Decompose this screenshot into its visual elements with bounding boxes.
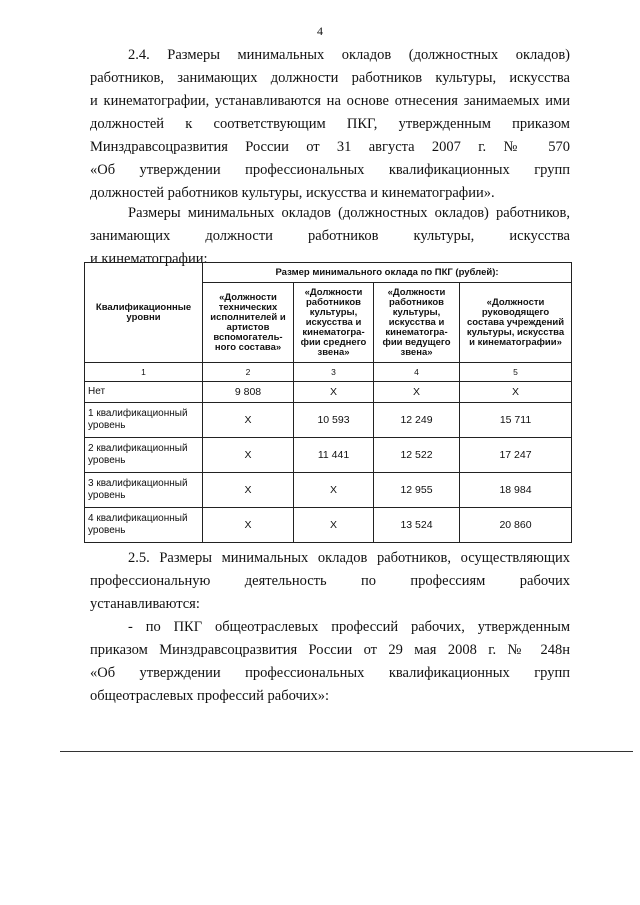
value-cell: 9 808 xyxy=(203,382,294,403)
text-line: работников, занимающих должности работников культуры, искусства xyxy=(90,70,570,86)
level-cell: 2 квалификационный уровень xyxy=(85,438,203,473)
text-line: общеотраслевых профессий рабочих»: xyxy=(90,688,330,704)
level-cell: Нет xyxy=(85,382,203,403)
text-line: Минздравсоцразвития России от 31 августа 2007 г. № 570 xyxy=(90,139,570,155)
value-cell: Х xyxy=(203,438,294,473)
table-row xyxy=(85,508,572,543)
value-cell: Х xyxy=(294,473,374,508)
value-cell: 13 524 xyxy=(374,508,460,543)
footer-rule xyxy=(60,751,633,752)
value-cell: Х xyxy=(203,508,294,543)
text-line: и кинематографии: xyxy=(90,251,208,267)
value-cell: 15 711 xyxy=(460,403,572,438)
table-row xyxy=(85,382,572,403)
text-line: должностей к соответствующим ПКГ, утвержденным приказом xyxy=(90,116,570,132)
value-cell: 10 593 xyxy=(294,403,374,438)
page-number: 4 xyxy=(317,24,323,38)
text-line: 2.4. Размеры минимальных окладов (должностных окладов) xyxy=(128,47,570,63)
value-cell: 12 522 xyxy=(374,438,460,473)
col-header: «Должности работников культуры, искусства и кинематогра-фии ведущего звена» xyxy=(374,283,460,363)
value-cell: Х xyxy=(203,473,294,508)
text-line: занимающих должности работников культуры, искусства xyxy=(90,228,570,244)
text-line: - по ПКГ общеотраслевых профессий рабочих, утвержденным xyxy=(128,619,570,635)
table-row xyxy=(85,403,572,438)
col-number: 1 xyxy=(85,363,203,382)
level-cell: 1 квалификационный уровень xyxy=(85,403,203,438)
value-cell: Х xyxy=(374,382,460,403)
level-cell: 4 квалификационный уровень xyxy=(85,508,203,543)
col-header: «Должности руководящего состава учреждений культуры, искусства и кинематографии» xyxy=(460,283,572,363)
text-line: 2.5. Размеры минимальных окладов работников, осуществляющих xyxy=(128,550,570,566)
value-cell: 12 955 xyxy=(374,473,460,508)
value-cell: 17 247 xyxy=(460,438,572,473)
table-row xyxy=(85,473,572,508)
salary-table xyxy=(84,262,572,543)
col-header: «Должности работников культуры, искусства и кинематогра-фии среднего звена» xyxy=(294,283,374,363)
text-line: профессиональную деятельность по профессиям рабочих xyxy=(90,573,570,589)
table-row xyxy=(85,438,572,473)
col-number: 2 xyxy=(203,363,294,382)
col-header: «Должности технических исполнителей и артистов вспомогатель-ного состава» xyxy=(203,283,294,363)
text-line: и кинематографии, устанавливаются на основе отнесения занимаемых ими xyxy=(90,93,570,109)
level-header: Квалификационные уровни xyxy=(85,263,203,363)
text-line: должностей работников культуры, искусства и кинематографии». xyxy=(90,185,495,201)
value-cell: Х xyxy=(294,382,374,403)
value-cell: 11 441 xyxy=(294,438,374,473)
text-line: устанавливаются: xyxy=(90,596,200,612)
value-cell: 18 984 xyxy=(460,473,572,508)
value-cell: Х xyxy=(460,382,572,403)
level-cell: 3 квалификационный уровень xyxy=(85,473,203,508)
text-line: Размеры минимальных окладов (должностных окладов) работников, xyxy=(128,205,570,221)
bullet-paragraph xyxy=(90,616,570,708)
value-cell: Х xyxy=(294,508,374,543)
section-2-5-paragraph xyxy=(90,547,570,616)
col-number: 3 xyxy=(294,363,374,382)
col-number: 4 xyxy=(374,363,460,382)
value-cell: 20 860 xyxy=(460,508,572,543)
main-header: Размер минимального оклада по ПКГ (рублей): xyxy=(203,263,572,283)
col-number: 5 xyxy=(460,363,572,382)
section-2-4-paragraph xyxy=(90,44,570,205)
text-line: «Об утверждении профессиональных квалификационных групп xyxy=(90,162,570,178)
text-line: «Об утверждении профессиональных квалификационных групп xyxy=(90,665,570,681)
value-cell: 12 249 xyxy=(374,403,460,438)
value-cell: Х xyxy=(203,403,294,438)
intro-paragraph xyxy=(90,202,570,271)
text-line: приказом Минздравсоцразвития России от 29 мая 2008 г. № 248н xyxy=(90,642,570,658)
